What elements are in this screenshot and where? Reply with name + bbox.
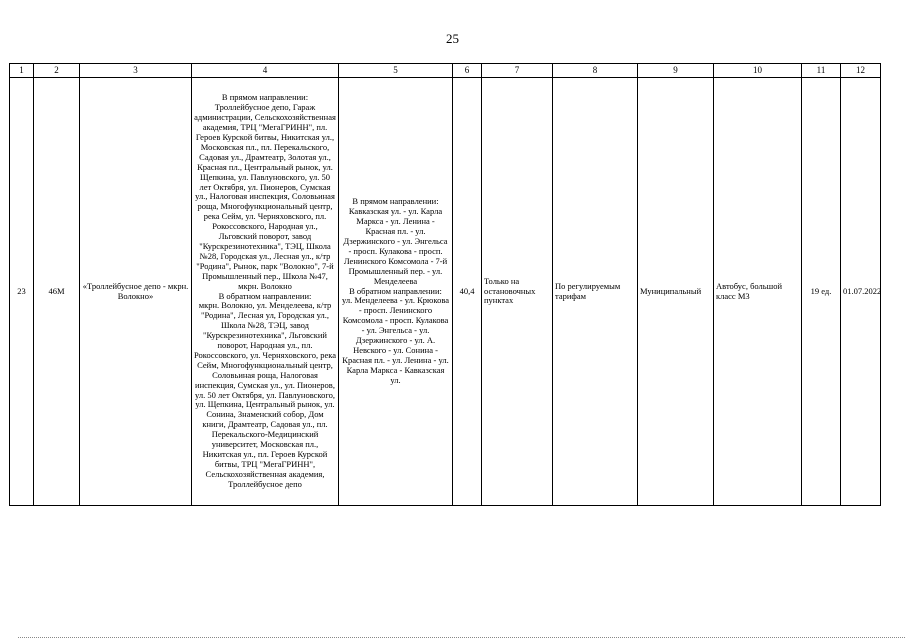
col-header: 12: [841, 64, 881, 78]
route-stops-cell: [192, 78, 339, 506]
col-header: 10: [714, 64, 802, 78]
route-type: Муниципальный: [638, 78, 714, 506]
header-row: [10, 64, 881, 78]
roads-forward-title: В прямом направлении:: [352, 196, 439, 207]
col-header: 8: [553, 64, 638, 78]
table-row: [10, 78, 881, 506]
col-header: 7: [482, 64, 553, 78]
route-number: 46М: [34, 78, 80, 506]
route-name: «Троллейбусное депо - мкрн. Волокно»: [80, 78, 192, 506]
start-date: 01.07.2022: [841, 78, 881, 506]
col-header: 3: [80, 64, 192, 78]
vehicle-class: Автобус, большой класс М3: [714, 78, 802, 506]
col-header: 11: [802, 64, 841, 78]
row-number: 23: [10, 78, 34, 506]
col-header: 5: [339, 64, 453, 78]
col-header: 6: [453, 64, 482, 78]
routes-table: [9, 63, 881, 506]
stops-forward: Троллейбусное депо, Гараж администрации, Сельскохозяйственная академия, ТРЦ "МегаГРИНН", пл. Героев Курской битвы, Никитская ул., Московская пл., пл. Перекальского, Садовая ул., Драмтеатр, Золотая ул., Красная пл., Центральный рынок, ул. Щепкина, ул. Павлуновского, ул. 50 лет Октября, ул. Пионеров, Сумская ул., Налоговая инспекция, Соловьиная роща, Многофункциональный центр, река Сейм, ул. Черняховского, пл. Рокоссовского, Народная ул., Льговский поворот, завод "Курскрезинотехника", ТЭЦ, Школа №28, Городская ул., Лесная ул., к/тр "Родина", Рынок, парк "Волокно", 7-й Промышленный пер., Школа №47, мкрн. Волокно: [194, 102, 336, 291]
stops-forward-title: В прямом направлении:: [221, 92, 309, 103]
route-length: 40,4: [453, 78, 482, 506]
route-roads-cell: [339, 78, 453, 506]
roads-forward: Кавказская ул. - ул. Карла Маркса - ул. Ленина - Красная пл. - ул. Дзержинского - ул. Энгельса - просп. Кулакова - просп. Ленинского Комсомола - 7-й Промышленный пер. - ул. Менделеева: [343, 206, 448, 286]
col-header: 2: [34, 64, 80, 78]
stops-mode: Только на остановочных пунктах: [482, 78, 553, 506]
roads-back-title: В обратном направлении:: [349, 285, 442, 296]
vehicle-count: 19 ед.: [802, 78, 841, 506]
stops-back: мкрн. Волокно, ул. Менделеева, к/тр "Родина", Лесная ул, Городская ул., Школа №28, ТЭЦ, завод "Курскрезинотехника", Льговский поворот, Народная ул., пл. Рокоссовского, ул. Черняховского, река Сейм, Многофункциональный центр, Соловьиная роща, Налоговая инспекция, Сумская ул., ул. Пионеров, ул. 50 лет Октября, ул. Павлуновского, ул. Щепкина, Центральный рынок, ул. Сонина, Знаменский собор, Дом книги, Драмтеатр, Садовая ул., пл. Перекальского-Медицинский университет, Московская пл., Никитская ул., пл. Героев Курской битвы, ТРЦ "МегаГРИНН", Сельскохозяйственная академия, Троллейбусное депо: [194, 300, 336, 489]
tariff: По регулируемым тарифам: [553, 78, 638, 506]
col-header: 1: [10, 64, 34, 78]
col-header: 4: [192, 64, 339, 78]
page-number: 25: [446, 31, 459, 46]
roads-back: ул. Менделеева - ул. Крюкова - просп. Ленинского Комсомола - просп. Кулакова - ул. Энгельса - ул. Дзержинского - ул. А. Невского - ул. Сонина - Красная пл. - ул. Ленина - ул. Карла Маркса - Кавказская ул.: [341, 295, 450, 385]
col-header: 9: [638, 64, 714, 78]
stops-back-title: В обратном направлении:: [218, 290, 312, 301]
